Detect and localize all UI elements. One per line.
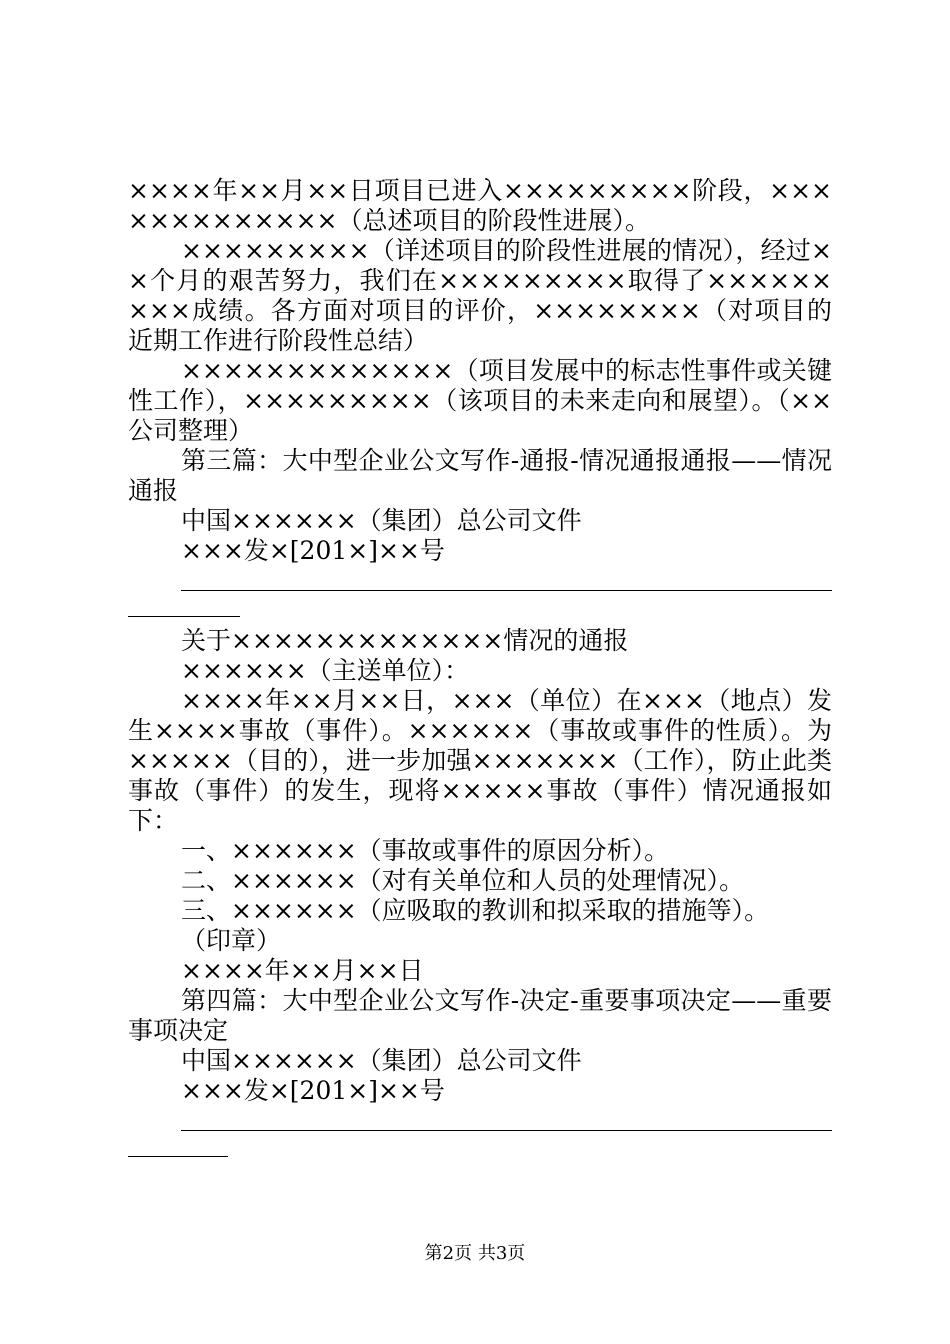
paragraph: 中国××××××（集团）总公司文件 [181,506,582,535]
paragraph: 中国××××××（集团）总公司文件 [181,1046,582,1075]
section-notice [128,626,832,1106]
rule-short [128,616,240,617]
rule-long [181,1130,832,1131]
paragraph: 第四篇：大中型企业公文写作-决定-重要事项决定——重要事项决定 [128,986,832,1045]
paragraph: 三、××××××（应吸取的教训和拟采取的措施等）。 [181,896,770,925]
separator-rule-2 [128,1106,832,1166]
paragraph: ×××发×[201×]××号 [181,536,445,565]
paragraph: （印章） [181,926,282,955]
paragraph: 第三篇：大中型企业公文写作-通报-情况通报通报——情况通报 [128,446,832,505]
paragraph: ×××××××××（详述项目的阶段性进展的情况），经过××个月的艰苦努力，我们在×××××××××取得了×××××××××成绩。各方面对项目的评价，××××××××（对项目的近期工作进行阶段性总结） [128,236,832,355]
paragraph: 关于×××××××××××××情况的通报 [181,626,629,655]
paragraph: ××××年××月××日项目已进入×××××××××阶段，×××××××××××××（总述项目的阶段性进展）。 [128,176,832,235]
section-progress-report [128,176,832,566]
paragraph: 二、××××××（对有关单位和人员的处理情况）。 [181,866,745,895]
paragraph: ××××年××月××日，×××（单位）在×××（地点）发生××××事故（事件）。××××××（事故或事件的性质）。为×××××（目的），进一步加强×××××××（工作），防止此类事故（事件）的发生，现将×××××事故（事件）情况通报如下： [128,686,832,835]
separator-rule-1 [128,566,832,626]
document-body [128,176,832,1166]
paragraph: ×××发×[201×]××号 [181,1076,445,1105]
page-footer: 第2页 共3页 [424,1243,526,1264]
paragraph: ×××××××××××××（项目发展中的标志性事件或关键性工作），×××××××××（该项目的未来走向和展望）。（××公司整理） [128,356,832,445]
paragraph: ××××××（主送单位）： [181,656,470,685]
rule-short [128,1156,228,1157]
paragraph: ××××年××月××日 [181,956,424,985]
rule-long [181,590,832,591]
paragraph: 一、××××××（事故或事件的原因分析）。 [181,836,670,865]
